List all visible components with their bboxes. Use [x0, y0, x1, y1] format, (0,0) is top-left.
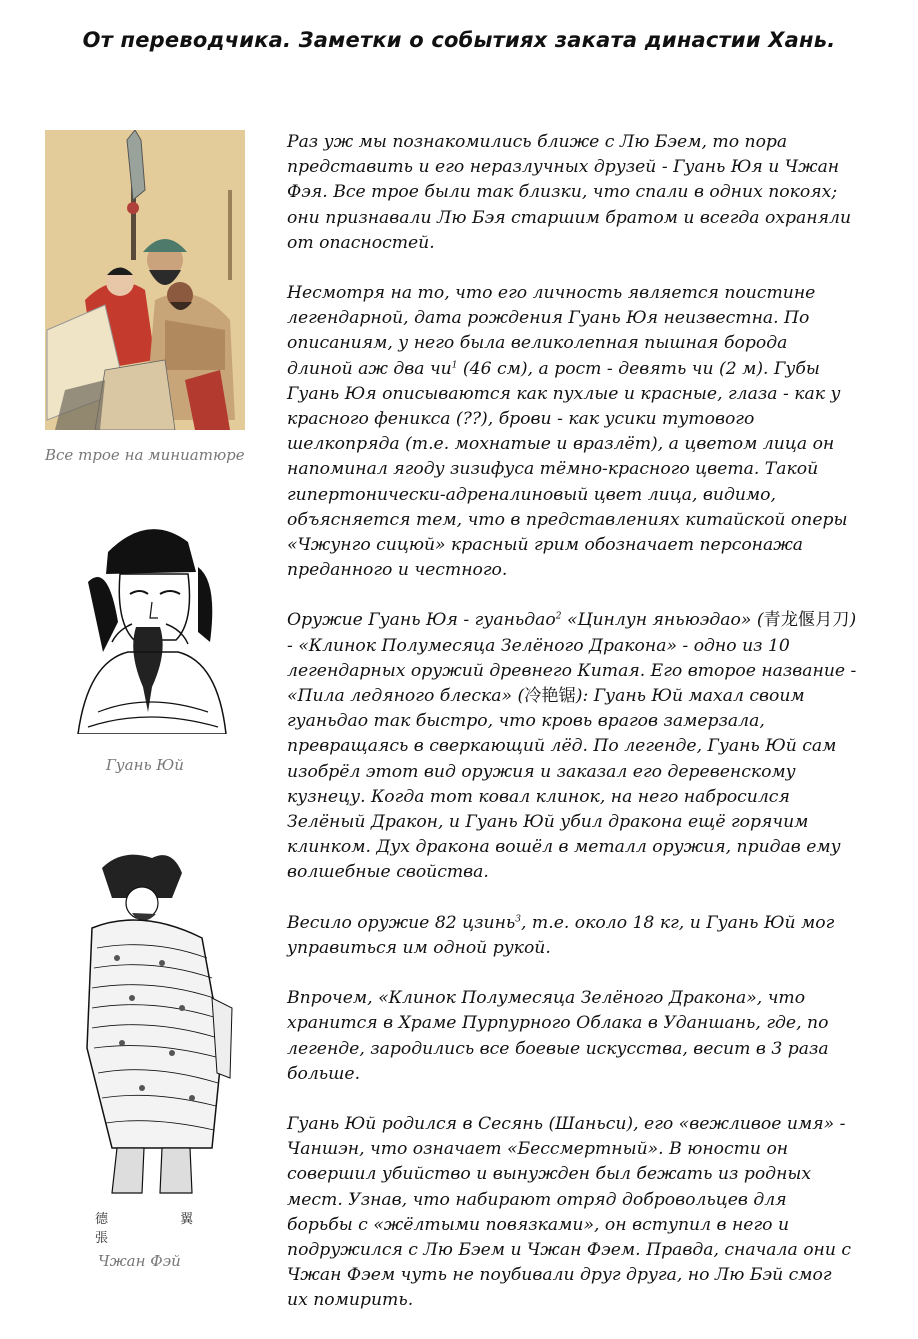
footnote-ref-1: 1 [451, 359, 458, 370]
paragraph-2: Несмотря на то, что его личность является поистине легендарной, дата рождения Гуань Юя неизвестна. По описаниям, у него была великолепная пышная борода длиной аж два $чи^1$ (46 см), а рост - девять чи (2 м). Губы Гуань Юя описываются как пухлые и красные, глаза - как у красного феникса (??), брови - как усики тутового шелкопряда (т.е. мохнатые и вразлёт), а цветом лица он напоминал ягоду зизифуса тёмно-красного цвета. Такой гипертонически-адреналиновый цвет лица, видимо, объясняется тем, что в представлениях китайской оперы «Чжунго сицюй» красный грим обозначает персонажа преданного и честного. [287, 283, 848, 581]
article-body [287, 130, 857, 1339]
paragraph-4: Весило оружие 82 цзинь$^3$, т.е. около 18 кг, и Гуань Юй мог управиться им одной рукой. [287, 912, 835, 958]
footnote-ref-2: 2 [555, 611, 562, 622]
zhang-fei-portrait [72, 848, 240, 1200]
chinese-name-glyphs: 德 翼 張 [95, 1212, 228, 1246]
paragraph-1: Раз уж мы познакомились ближе с Лю Бэем, то пора представить и его неразлучных друзей - Гуань Юя и Чжан Фэя. Все трое были так близки, что спали в одних покоях; они признавали Лю Бэя старшим братом и всегда охраняли от опасностей. [287, 132, 852, 253]
guan-yu-portrait [48, 512, 246, 734]
figure-caption-3: Чжан Фэй [98, 1252, 181, 1270]
paragraph-3: Оружие Гуань Юя - гуаньдао$^2$ «Цинлун яньюэдао» (青龙偃月刀) - «Клинок Полумесяца Зелёного Дракона» - одно из 10 легендарных оружий древнего Китая. Его второе название - «Пила ледяного блеска» (冷艳锯): Гуань Юй махал своим гуаньдао так быстро, что кровь врагов замерзала, превращаясь в сверкающий лёд. По легенде, Гуань Юй сам изобрёл этот вид оружия и заказал его деревенскому кузнецу. Когда тот ковал клинок, на него набросился Зелёный Дракон, и Гуань Юй убил дракона ещё горячим клинком. Дух дракона вошёл в металл оружия, придав ему волшебные свойства. [287, 610, 857, 883]
illustrations-column [0, 0, 280, 1300]
paragraph-5: Впрочем, «Клинок Полумесяца Зелёного Дракона», что хранится в Храме Пурпурного Облака в Уданшань, где, по легенде, зародились все боевые искусства, весит в 3 раза больше. [287, 988, 829, 1084]
figure-caption-2: Гуань Юй [106, 756, 184, 774]
paragraph-6: Гуань Юй родился в Сесянь (Шаньси), его «вежливое имя» - Чаншэн, что означает «Бессмертный». В юности он совершил убийство и вынужден был бежать из родных мест. Узнав, что набирают отряд добровольцев для борьбы с «жёлтыми повязками», он вступил в него и подружился с Лю Бэем и Чжан Фэем. Правда, сначала они с Чжан Фэем чуть не поубивали друг друга, но Лю Бэй смог их помирить. [287, 1113, 852, 1311]
figure-caption-1: Все трое на миниатюре [45, 446, 245, 464]
page-title: От переводчика. Заметки о событиях заката династии Хань. [82, 28, 836, 52]
three-heroes-miniature [45, 130, 245, 430]
footnote-ref-3: 3 [515, 913, 521, 924]
